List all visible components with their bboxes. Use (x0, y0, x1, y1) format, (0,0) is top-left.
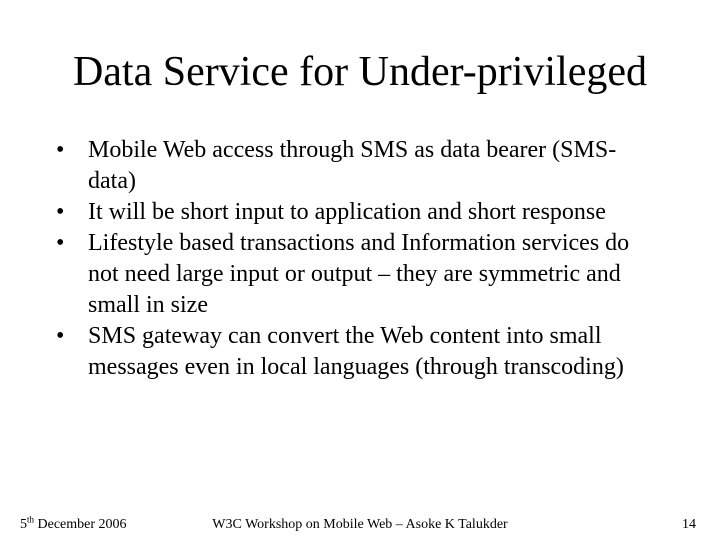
bullet-text: It will be short input to application and short response (88, 199, 606, 225)
footer-date-rest: December 2006 (34, 517, 127, 532)
bullet-text: Lifestyle based transactions and Information services do not need large input or output – they are symmetric and small in size (88, 230, 630, 318)
footer-date-suffix: th (27, 514, 35, 525)
bullet-icon: • (56, 230, 65, 256)
bullet-icon: • (56, 323, 65, 349)
slide-title: Data Service for Under-privileged (72, 49, 648, 95)
bullet-item (56, 135, 656, 197)
bullet-list (56, 135, 656, 383)
bullet-text: SMS gateway can convert the Web content into small messages even in local languages (through transcoding) (88, 323, 624, 380)
page-number: 14 (682, 517, 696, 532)
bullet-icon: • (56, 199, 65, 225)
bullet-item (56, 197, 656, 228)
bullet-text: Mobile Web access through SMS as data bearer (SMS-data) (88, 137, 617, 194)
footer-center-text: W3C Workshop on Mobile Web – Asoke K Talukder (212, 517, 508, 532)
footer-date-day: 5 (20, 517, 27, 532)
bullet-icon: • (56, 137, 65, 163)
bullet-item (56, 228, 656, 321)
bullet-item (56, 321, 656, 383)
